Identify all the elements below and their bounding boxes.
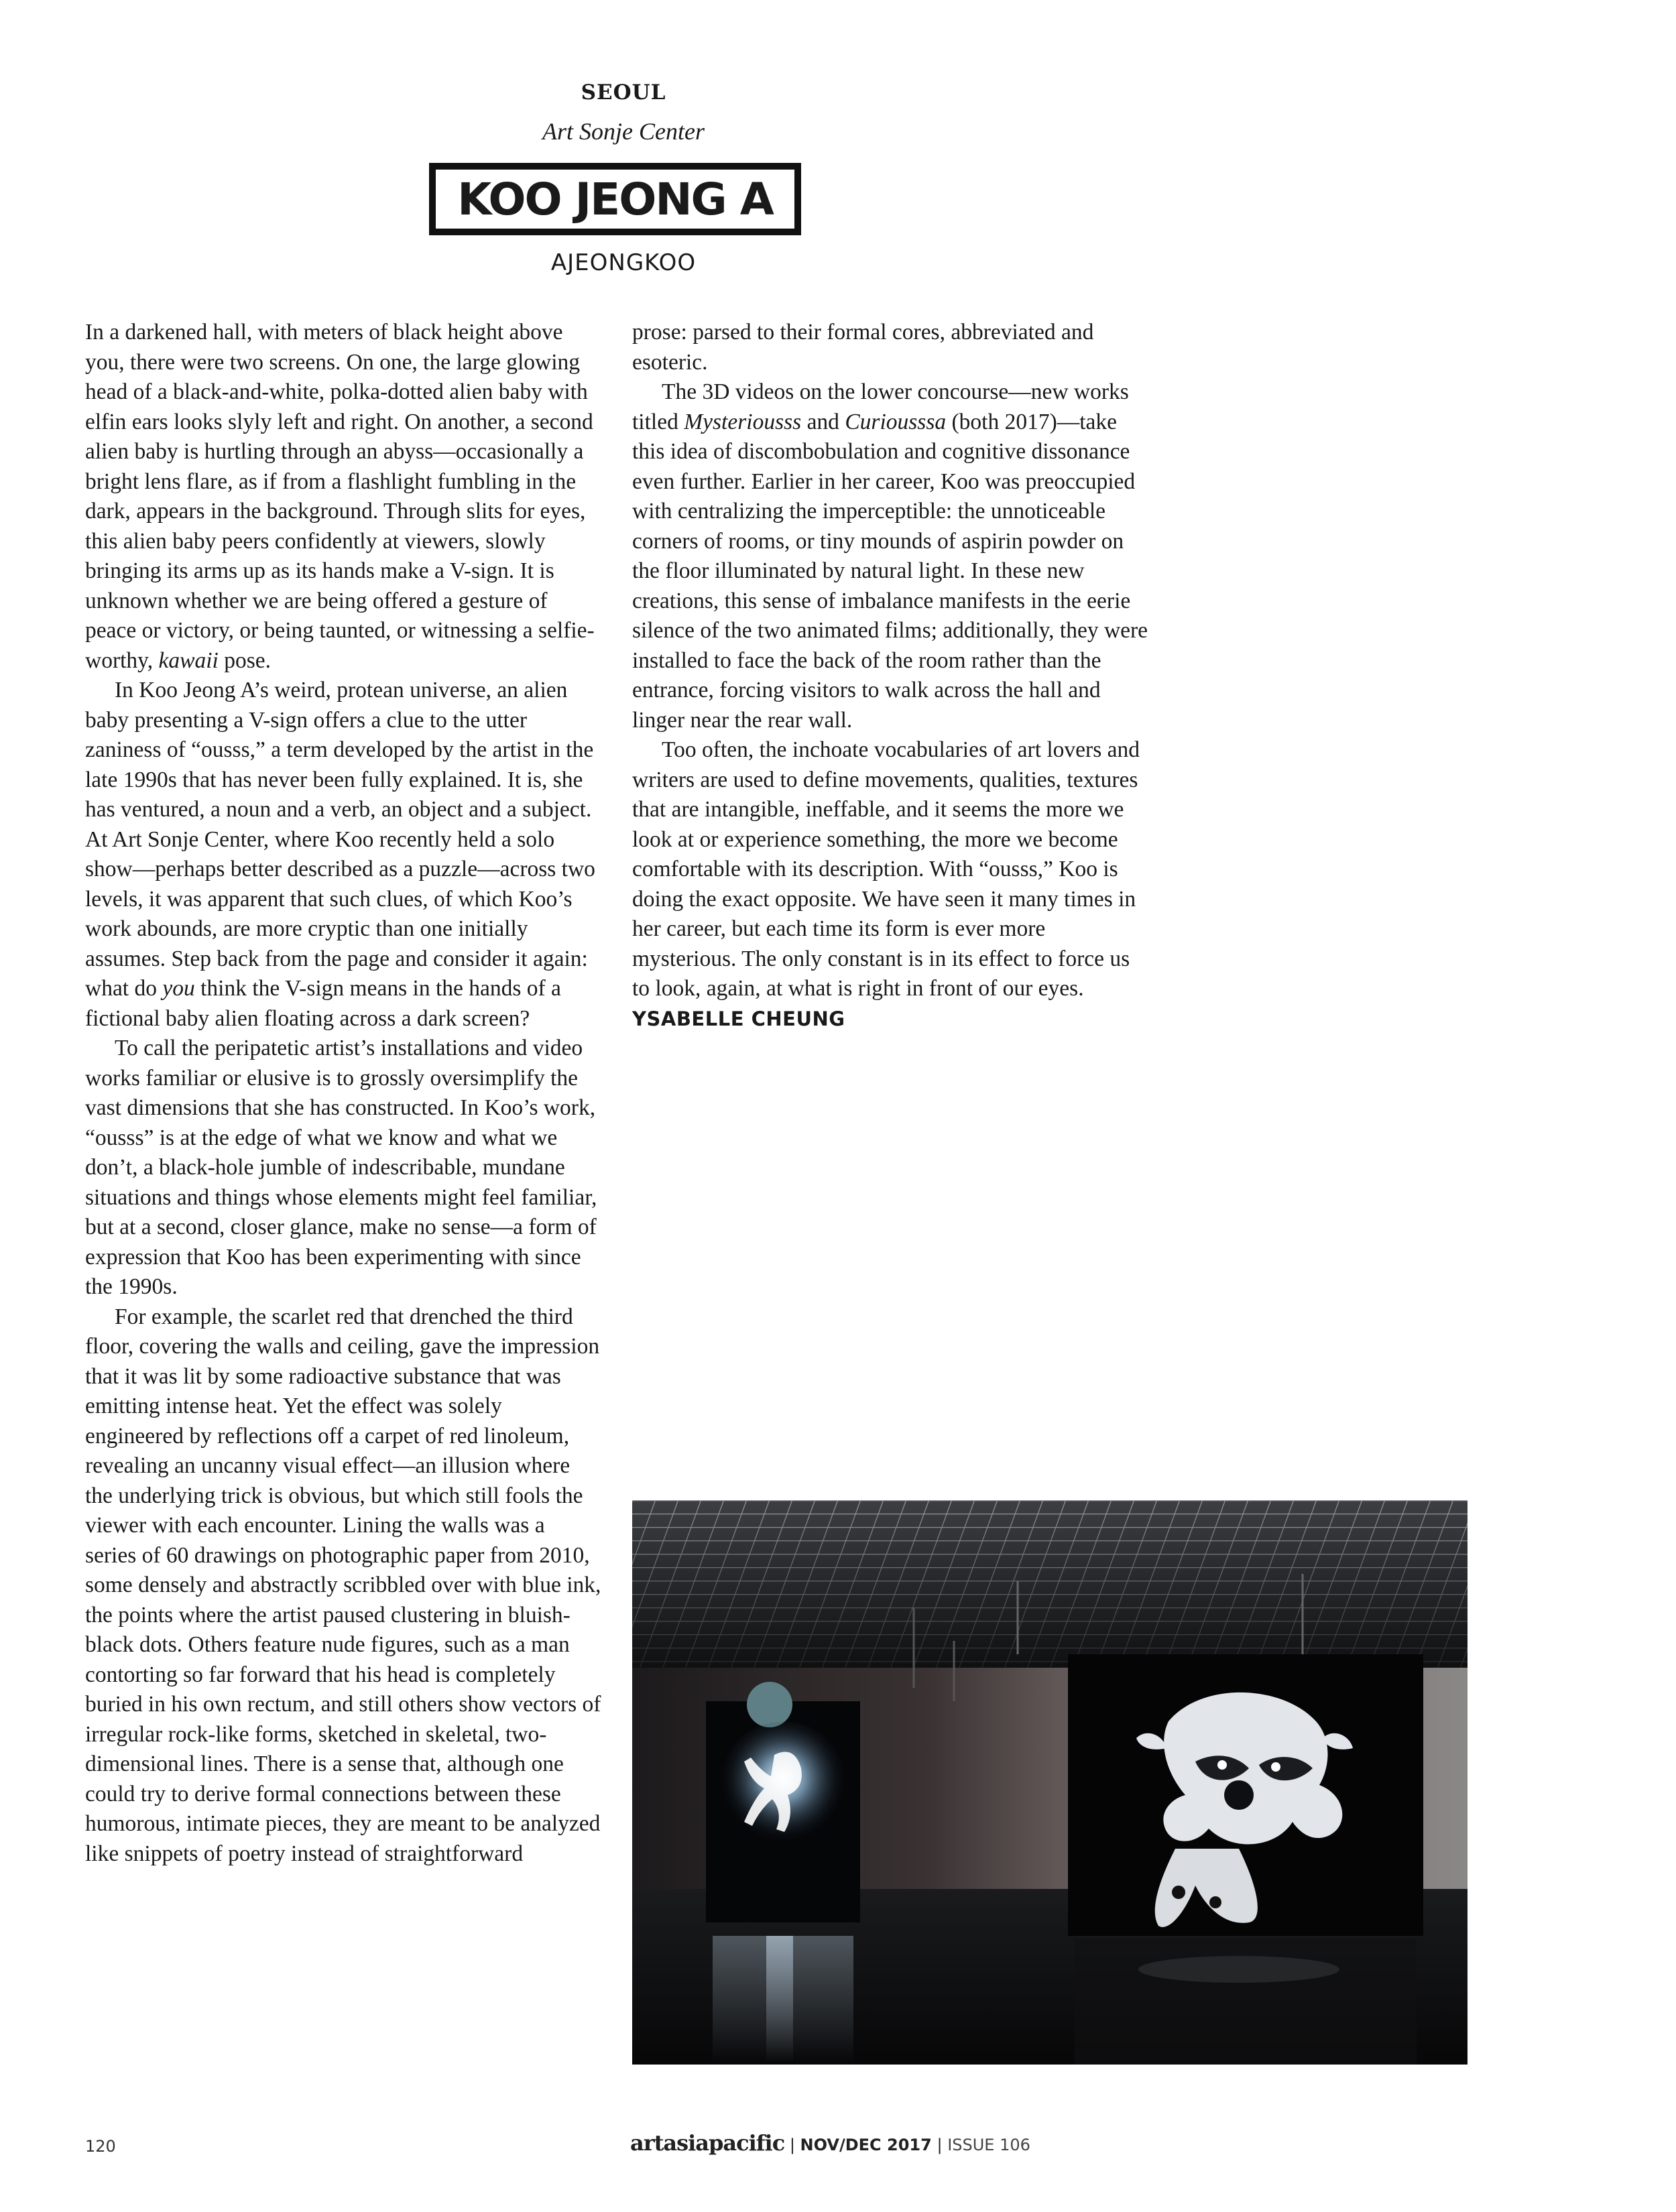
brand-logo: artasiapacific (630, 2130, 785, 2156)
author-byline: YSABELLE CHEUNG (632, 1007, 845, 1030)
article-column-left (85, 318, 601, 1869)
installation-photo-art (632, 1500, 1468, 2065)
issue-number: ISSUE 106 (947, 2136, 1030, 2154)
right-column-paragraph: prose: parsed to their formal cores, abbreviated and esoteric. (632, 320, 1094, 375)
venue-name: Art Sonje Center (542, 118, 705, 145)
exhibition-title: AJEONGKOO (550, 249, 697, 276)
page-number: 120 (85, 2137, 116, 2156)
left-column-paragraph: To call the peripatetic artist’s installations and video works familiar or elusive is to grossly oversimplify the vast dimensions that she has constructed. In Koo’s work, “ousss” is at the edge of what we know and what we don’t, a black-hole jumble of indescribable, mundane situations and things whose elements might feel familiar, but at a second, closer glance, make no sense—a form of expression that Koo has been experimenting with since the 1990s. (85, 1036, 597, 1299)
issue-date: NOV/DEC 2017 (800, 2136, 932, 2154)
artist-name: KOO JEONG A (457, 173, 773, 225)
left-column-paragraph: For example, the scarlet red that drenched the third floor, covering the walls and ceiling, gave the impression that it was lit by some radioactive substance that was emitting intense heat. Yet the effect was solely engineered by reflections off a carpet of red linoleum, revealing an uncanny visual effect—an illusion where the underlying trick is obvious, but which still fools the viewer with each encounter. Lining the walls was a series of 60 drawings on photographic paper from 2010, some densely and abstractly scribbled over with blue ink, the points where the artist paused clustering in bluish-black dots. Others feature nude figures, such as a man contorting so far forward that his head is completely buried in his own rectum, and still others show vectors of irregular rock-like forms, sketched in skeletal, two-dimensional lines. There is a sense that, although one could try to derive formal connections between these humorous, intimate pieces, they are meant to be analyzed like snippets of poetry instead of straightforward (85, 1304, 601, 1866)
article-column-right (632, 318, 1148, 1034)
separator: | (937, 2136, 943, 2154)
city-heading: SEOUL (581, 80, 666, 105)
right-column-paragraphs (632, 318, 1148, 1004)
right-column-paragraph: Too often, the inchoate vocabularies of art lovers and writers are used to define movements, qualities, textures that are intangible, ineffable, and it seems the more we look at or experience something, the more we become comfortable with its description. With “ousss,” Koo is doing the exact opposite. We have seen it many times in her career, but each time its form is ever more mysterious. The only constant is in its effect to force us to look, again, at what is right in front of our eyes. (632, 737, 1140, 1001)
separator: | (789, 2136, 795, 2154)
left-column-paragraph: In Koo Jeong A’s weird, protean universe, an alien baby presenting a V-sign offers a clue to the utter zaniness of “ousss,” a term developed by the artist in the late 1990s that has never been fully explained. It is, she has ventured, a noun and a verb, an object and a subject. At Art Sonje Center, where Koo recently held a solo show—perhaps better described as a puzzle—across two levels, it was apparent that such clues, of which Koo’s work abounds, are more cryptic than one initially assumes. Step back from the page and consider it again: what do you think the V-sign means in the hands of a fictional baby alien floating across a dark screen? (85, 678, 595, 1031)
artist-title (429, 163, 801, 235)
masthead (630, 2130, 1030, 2156)
left-column-paragraph: In a darkened hall, with meters of black height above you, there were two screens. On one, the large glowing head of a black-and-white, polka-dotted alien baby with elfin ears looks slyly left and right. On another, a second alien baby is hurtling through an abyss—occasionally a bright lens flare, as if from a flashlight fumbling in the dark, appears in the background. Through slits for eyes, this alien baby peers confidently at viewers, slowly bringing its arms up as its hands make a V-sign. It is unknown whether we are being offered a gesture of peace or victory, or being taunted, or witnessing a selfie-worthy, kawaii pose. (85, 320, 595, 673)
right-column-paragraph: The 3D videos on the lower concourse—new works titled Mysteriousss and Curiousssa (both 2017)—take this idea of discombobulation and cognitive dissonance even further. Earlier in her career, Koo was preoccupied with centralizing the imperceptible: the unnoticeable corners of rooms, or tiny mounds of aspirin powder on the floor illuminated by natural light. In these new creations, this sense of imbalance manifests in the eerie silence of the two animated films; additionally, they were installed to face the back of the room rather than the entrance, forcing visitors to walk across the hall and linger near the rear wall. (632, 379, 1148, 733)
installation-photo (632, 1500, 1468, 2065)
